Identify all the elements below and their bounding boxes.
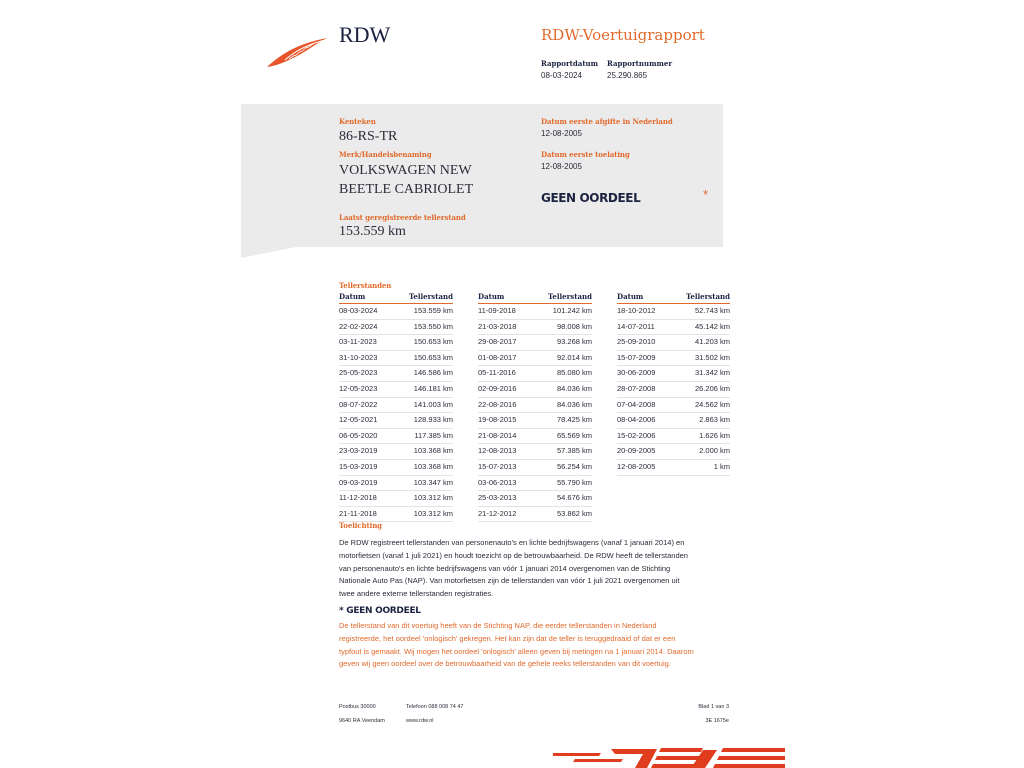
reading-date: 23-03-2019 xyxy=(339,446,378,456)
col-value-header: Tellerstand xyxy=(408,292,453,301)
reading-date: 21-12-2012 xyxy=(478,508,517,518)
table-row xyxy=(478,413,592,429)
reading-date: 12-05-2023 xyxy=(339,383,378,393)
table-row xyxy=(478,398,592,414)
reading-value: 55.790 km xyxy=(556,477,592,487)
table-row xyxy=(339,304,453,320)
table-row xyxy=(617,429,730,445)
report-date: 08-03-2024 xyxy=(541,71,582,80)
reading-value: 45.142 km xyxy=(694,321,730,331)
reading-value: 150.653 km xyxy=(413,337,453,347)
table-row xyxy=(339,366,453,382)
reading-date: 25-05-2023 xyxy=(339,368,378,378)
table-row xyxy=(478,444,592,460)
reading-date: 14-07-2011 xyxy=(617,321,655,331)
readings-column-1 xyxy=(339,292,453,522)
reading-value: 103.368 km xyxy=(413,461,453,471)
first-issue-nl-value: 12-08-2005 xyxy=(541,129,582,138)
explanation-line: De RDW registreert tellerstanden van personenauto's en lichte bedrijfswagens (vanaf 1 januari 2014) en xyxy=(339,538,685,547)
reading-date: 19-08-2015 xyxy=(478,415,517,425)
reading-date: 01-08-2017 xyxy=(478,352,517,362)
reading-date: 08-04-2006 xyxy=(617,415,656,425)
table-row xyxy=(478,304,592,320)
footer-postbus: Postbus 30000 xyxy=(339,704,376,710)
brand-name: RDW xyxy=(339,22,391,47)
explanation-title: Toelichting xyxy=(339,521,382,530)
table-row xyxy=(478,460,592,476)
reading-date: 03-06-2013 xyxy=(478,477,517,487)
table-row xyxy=(478,320,592,336)
reading-value: 146.586 km xyxy=(413,368,453,378)
reading-value: 31.342 km xyxy=(694,368,730,378)
table-row xyxy=(339,398,453,414)
reading-value: 41.203 km xyxy=(694,337,730,347)
report-number: 25.290.865 xyxy=(607,71,648,80)
verdict-line: registreerde, het oordeel 'onlogisch' gekregen. Het kan zijn dat de teller is teruggedraaid of dat er een xyxy=(339,633,676,643)
report-number-label: Rapportnummer xyxy=(607,59,673,68)
reading-value: 93.268 km xyxy=(556,337,592,347)
reading-value: 56.254 km xyxy=(556,461,592,471)
reading-value: 146.181 km xyxy=(413,383,453,393)
verdict-value: GEEN OORDEEL xyxy=(541,191,641,205)
reading-date: 11-09-2018 xyxy=(478,306,516,315)
col-value-header: Tellerstand xyxy=(685,292,730,301)
reading-value: 53.862 km xyxy=(556,508,592,518)
reading-date: 21-08-2014 xyxy=(478,430,517,440)
col-value-header: Tellerstand xyxy=(547,292,592,301)
reading-value: 26.206 km xyxy=(694,383,730,393)
reading-value: 117.385 km xyxy=(414,430,453,440)
table-row xyxy=(478,491,592,507)
reading-date: 29-08-2017 xyxy=(478,337,517,347)
table-row xyxy=(478,382,592,398)
table-row xyxy=(617,398,730,414)
plate-value: 86-RS-TR xyxy=(339,129,398,144)
odometer-value: 153.559 km xyxy=(339,224,406,239)
reading-value: 103.312 km xyxy=(413,493,453,503)
reading-value: 1.626 km xyxy=(699,430,730,440)
explanation-line: motorfietsen (vanaf 1 juli 2021) en houdt toezicht op de betrouwbaarheid. De RDW heeft de tellerstanden xyxy=(339,550,688,560)
verdict-explanation-title: * GEEN OORDEEL xyxy=(339,606,421,616)
reading-date: 07-04-2008 xyxy=(617,399,656,409)
reading-date: 21-03-2018 xyxy=(478,321,517,331)
verdict-explanation-text xyxy=(339,620,734,671)
reading-value: 65.569 km xyxy=(556,430,592,440)
table-row xyxy=(617,335,730,351)
odometer-label: Laatst geregistreerde tellerstand xyxy=(339,213,466,222)
reading-value: 24.562 km xyxy=(694,399,730,409)
reading-value: 153.559 km xyxy=(413,306,453,315)
decorative-stripes-graphic xyxy=(553,746,785,768)
reading-value: 98.008 km xyxy=(556,321,592,331)
readings-column-3 xyxy=(617,292,730,476)
reading-value: 2.000 km xyxy=(699,446,730,456)
table-row xyxy=(478,476,592,492)
reading-date: 15-07-2013 xyxy=(478,461,517,471)
table-row xyxy=(339,491,453,507)
reading-value: 54.676 km xyxy=(556,493,592,503)
col-date-header: Datum xyxy=(617,292,644,301)
make-value-line1: VOLKSWAGEN NEW xyxy=(339,163,472,178)
reading-value: 103.347 km xyxy=(413,477,453,487)
reading-date: 06-05-2020 xyxy=(339,430,378,440)
reading-value: 78.425 km xyxy=(556,415,592,425)
explanation-text xyxy=(339,537,734,601)
reading-date: 21-11-2018 xyxy=(339,508,377,518)
reading-date: 12-08-2005 xyxy=(617,461,656,471)
table-row xyxy=(617,382,730,398)
plate-label: Kenteken xyxy=(339,117,376,126)
col-date-header: Datum xyxy=(339,292,366,301)
table-row xyxy=(339,335,453,351)
table-row xyxy=(339,460,453,476)
readings-column-2 xyxy=(478,292,592,522)
reading-value: 1 km xyxy=(713,461,730,471)
reading-value: 52.743 km xyxy=(694,306,730,315)
table-row xyxy=(339,444,453,460)
table-row xyxy=(339,413,453,429)
explanation-line: van personenauto's en lichte bedrijfswagens van vóór 1 januari 2014 overgenomen van de Stichting xyxy=(339,563,671,573)
table-row xyxy=(339,476,453,492)
table-row xyxy=(617,351,730,367)
reading-value: 153.550 km xyxy=(413,321,453,331)
footer-page: Blad 1 van 3 xyxy=(698,704,729,710)
table-row xyxy=(617,460,730,476)
report-title: RDW-Voertuigrapport xyxy=(541,26,705,44)
first-admission-label: Datum eerste toelating xyxy=(541,150,630,159)
reading-value: 2.863 km xyxy=(699,415,730,425)
table-row xyxy=(339,351,453,367)
reading-date: 11-12-2018 xyxy=(339,493,377,503)
reading-date: 15-02-2006 xyxy=(617,430,656,440)
report-date-label: Rapportdatum xyxy=(541,59,599,68)
readings-header xyxy=(617,292,730,304)
reading-date: 30-06-2009 xyxy=(617,368,656,378)
table-row xyxy=(478,429,592,445)
make-label: Merk/Handelsbenaming xyxy=(339,150,432,159)
rdw-logo-icon xyxy=(265,34,331,70)
table-row xyxy=(339,320,453,336)
table-row xyxy=(478,507,592,523)
verdict-line: geven wij geen oordeel over de betrouwbaarheid van de gehele reeks tellerstanden van dit voertuig. xyxy=(339,659,671,669)
reading-date: 15-03-2019 xyxy=(339,461,378,471)
verdict-line: typfout is gemaakt. Wij mogen het oordeel 'onlogisch' alleen geven bij metingen na 1 januari 2014. Daarom xyxy=(339,646,694,656)
reading-date: 12-05-2021 xyxy=(339,415,378,425)
readings-title: Tellerstanden xyxy=(339,281,392,290)
verdict-line: De tellerstand van dit voertuig heeft van de Stichting NAP, die eerder tellerstanden in Nederland xyxy=(339,621,657,630)
reading-date: 02-09-2016 xyxy=(478,383,517,393)
readings-header xyxy=(339,292,453,304)
table-row xyxy=(339,382,453,398)
reading-date: 05-11-2016 xyxy=(478,368,516,378)
reading-date: 12-08-2013 xyxy=(478,446,517,456)
reading-date: 25-03-2013 xyxy=(478,493,517,503)
make-value-line2: BEETLE CABRIOLET xyxy=(339,182,474,197)
reading-date: 28-07-2008 xyxy=(617,383,656,393)
panel-notch xyxy=(241,246,301,258)
footer-code: 3E 1675e xyxy=(705,718,729,724)
reading-value: 103.312 km xyxy=(413,508,453,518)
reading-value: 150.653 km xyxy=(413,352,453,362)
table-row xyxy=(478,366,592,382)
reading-date: 08-03-2024 xyxy=(339,306,378,315)
footer-phone: Telefoon 088 008 74 47 xyxy=(406,704,464,710)
footer-postcode: 9640 RA Veendam xyxy=(339,718,385,724)
table-row xyxy=(478,351,592,367)
readings-header xyxy=(478,292,592,304)
table-row xyxy=(478,335,592,351)
reading-date: 31-10-2023 xyxy=(339,352,378,362)
reading-date: 03-11-2023 xyxy=(339,337,377,347)
table-row xyxy=(617,413,730,429)
reading-date: 20-09-2005 xyxy=(617,446,656,456)
reading-value: 84.036 km xyxy=(556,399,592,409)
table-row xyxy=(339,429,453,445)
reading-value: 103.368 km xyxy=(413,446,453,456)
reading-date: 09-03-2019 xyxy=(339,477,378,487)
reading-value: 31.502 km xyxy=(694,352,730,362)
table-row xyxy=(617,366,730,382)
reading-value: 84.036 km xyxy=(556,383,592,393)
explanation-line: twee andere externe tellerstanden registraties. xyxy=(339,589,494,599)
table-row xyxy=(617,444,730,460)
reading-date: 22-08-2016 xyxy=(478,399,517,409)
reading-date: 18-10-2012 xyxy=(617,306,656,315)
reading-value: 85.080 km xyxy=(556,368,592,378)
verdict-asterisk: * xyxy=(703,187,709,202)
table-row xyxy=(617,304,730,320)
col-date-header: Datum xyxy=(478,292,505,301)
reading-value: 128.933 km xyxy=(413,415,453,425)
reading-date: 08-07-2022 xyxy=(339,399,378,409)
reading-date: 22-02-2024 xyxy=(339,321,378,331)
first-issue-nl-label: Datum eerste afgifte in Nederland xyxy=(541,117,673,126)
footer-web: www.rdw.nl xyxy=(406,718,434,724)
explanation-line: Nationale Auto Pas (NAP). Van motorfietsen zijn de tellerstanden van vóór 1 juli 2021 overgenomen uit xyxy=(339,576,680,586)
first-admission-value: 12-08-2005 xyxy=(541,162,582,171)
reading-value: 141.003 km xyxy=(413,399,453,409)
reading-value: 57.385 km xyxy=(556,446,592,456)
table-row xyxy=(617,320,730,336)
table-row xyxy=(339,507,453,523)
reading-value: 101.242 km xyxy=(552,306,592,315)
reading-date: 25-09-2010 xyxy=(617,337,656,347)
reading-date: 15-07-2009 xyxy=(617,352,656,362)
reading-value: 92.014 km xyxy=(556,352,592,362)
